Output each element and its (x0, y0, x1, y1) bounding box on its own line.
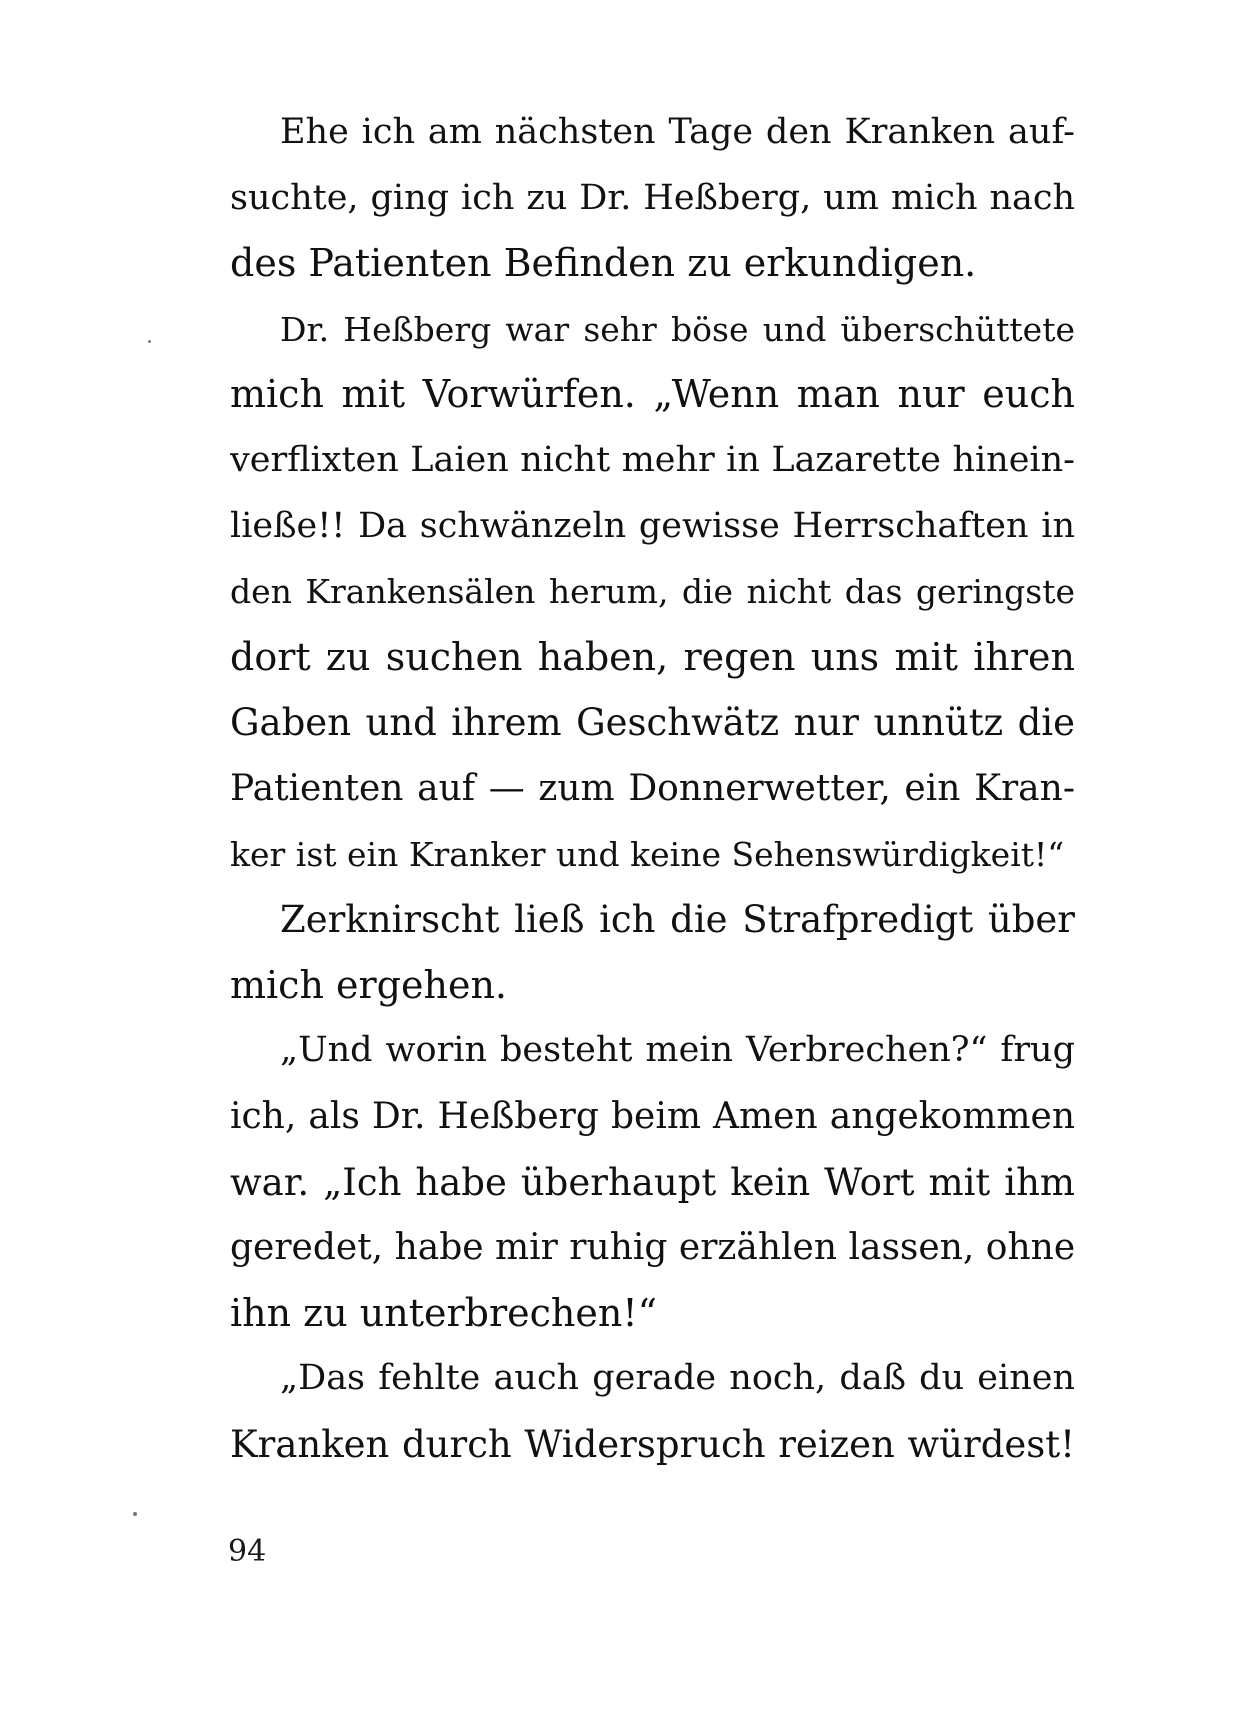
text-line: verflixten Laien nicht mehr in Lazarette hinein- (230, 439, 1075, 480)
text-line: „Und worin besteht mein Verbrechen?“ frug (280, 1030, 1075, 1071)
text-line: Gaben und ihrem Geschwätz nur unnütz die (230, 701, 1075, 745)
text-line: ker ist ein Kranker und keine Sehenswürdigkeit!“ (230, 834, 1065, 874)
text-line: den Krankensälen herum, die nicht das geringste (230, 572, 1075, 612)
text-line: ließe!! Da schwänzeln gewisse Herrschaften in (230, 505, 1075, 546)
text-line: Ehe ich am nächsten Tage den Kranken auf- (280, 112, 1075, 152)
text-line: Zerknirscht ließ ich die Strafpredigt über (280, 898, 1075, 942)
body-text (230, 100, 1075, 1477)
text-line: geredet, habe mir ruhig erzählen lassen, ohne (230, 1227, 1075, 1269)
text-line: Patienten auf — zum Donnerwetter, ein Kran- (230, 767, 1075, 809)
scan-speck (148, 340, 151, 343)
text-line: Kranken durch Widerspruch reizen würdest! (230, 1422, 1075, 1466)
text-line: ich, als Dr. Heßberg beim Amen angekommen (230, 1095, 1075, 1137)
text-line: mich mit Vorwürfen. „Wenn man nur euch (230, 372, 1075, 417)
text-line: des Patienten Befinden zu erkundigen. (230, 241, 977, 286)
text-line: ihn zu unterbrechen!“ (230, 1290, 658, 1335)
scan-speck (133, 1512, 137, 1516)
text-line: war. „Ich habe überhaupt kein Wort mit ihm (230, 1160, 1075, 1204)
text-line: dort zu suchen haben, regen uns mit ihren (230, 634, 1075, 679)
text-line: Dr. Heßberg war sehr böse und überschüttete (280, 309, 1075, 349)
text-line: suchte, ging ich zu Dr. Heßberg, um mich nach (230, 177, 1075, 218)
text-line: mich ergehen. (230, 962, 508, 1007)
text-line: „Das fehlte auch gerade noch, daß du einen (280, 1358, 1075, 1399)
page-number: 94 (228, 1534, 267, 1569)
